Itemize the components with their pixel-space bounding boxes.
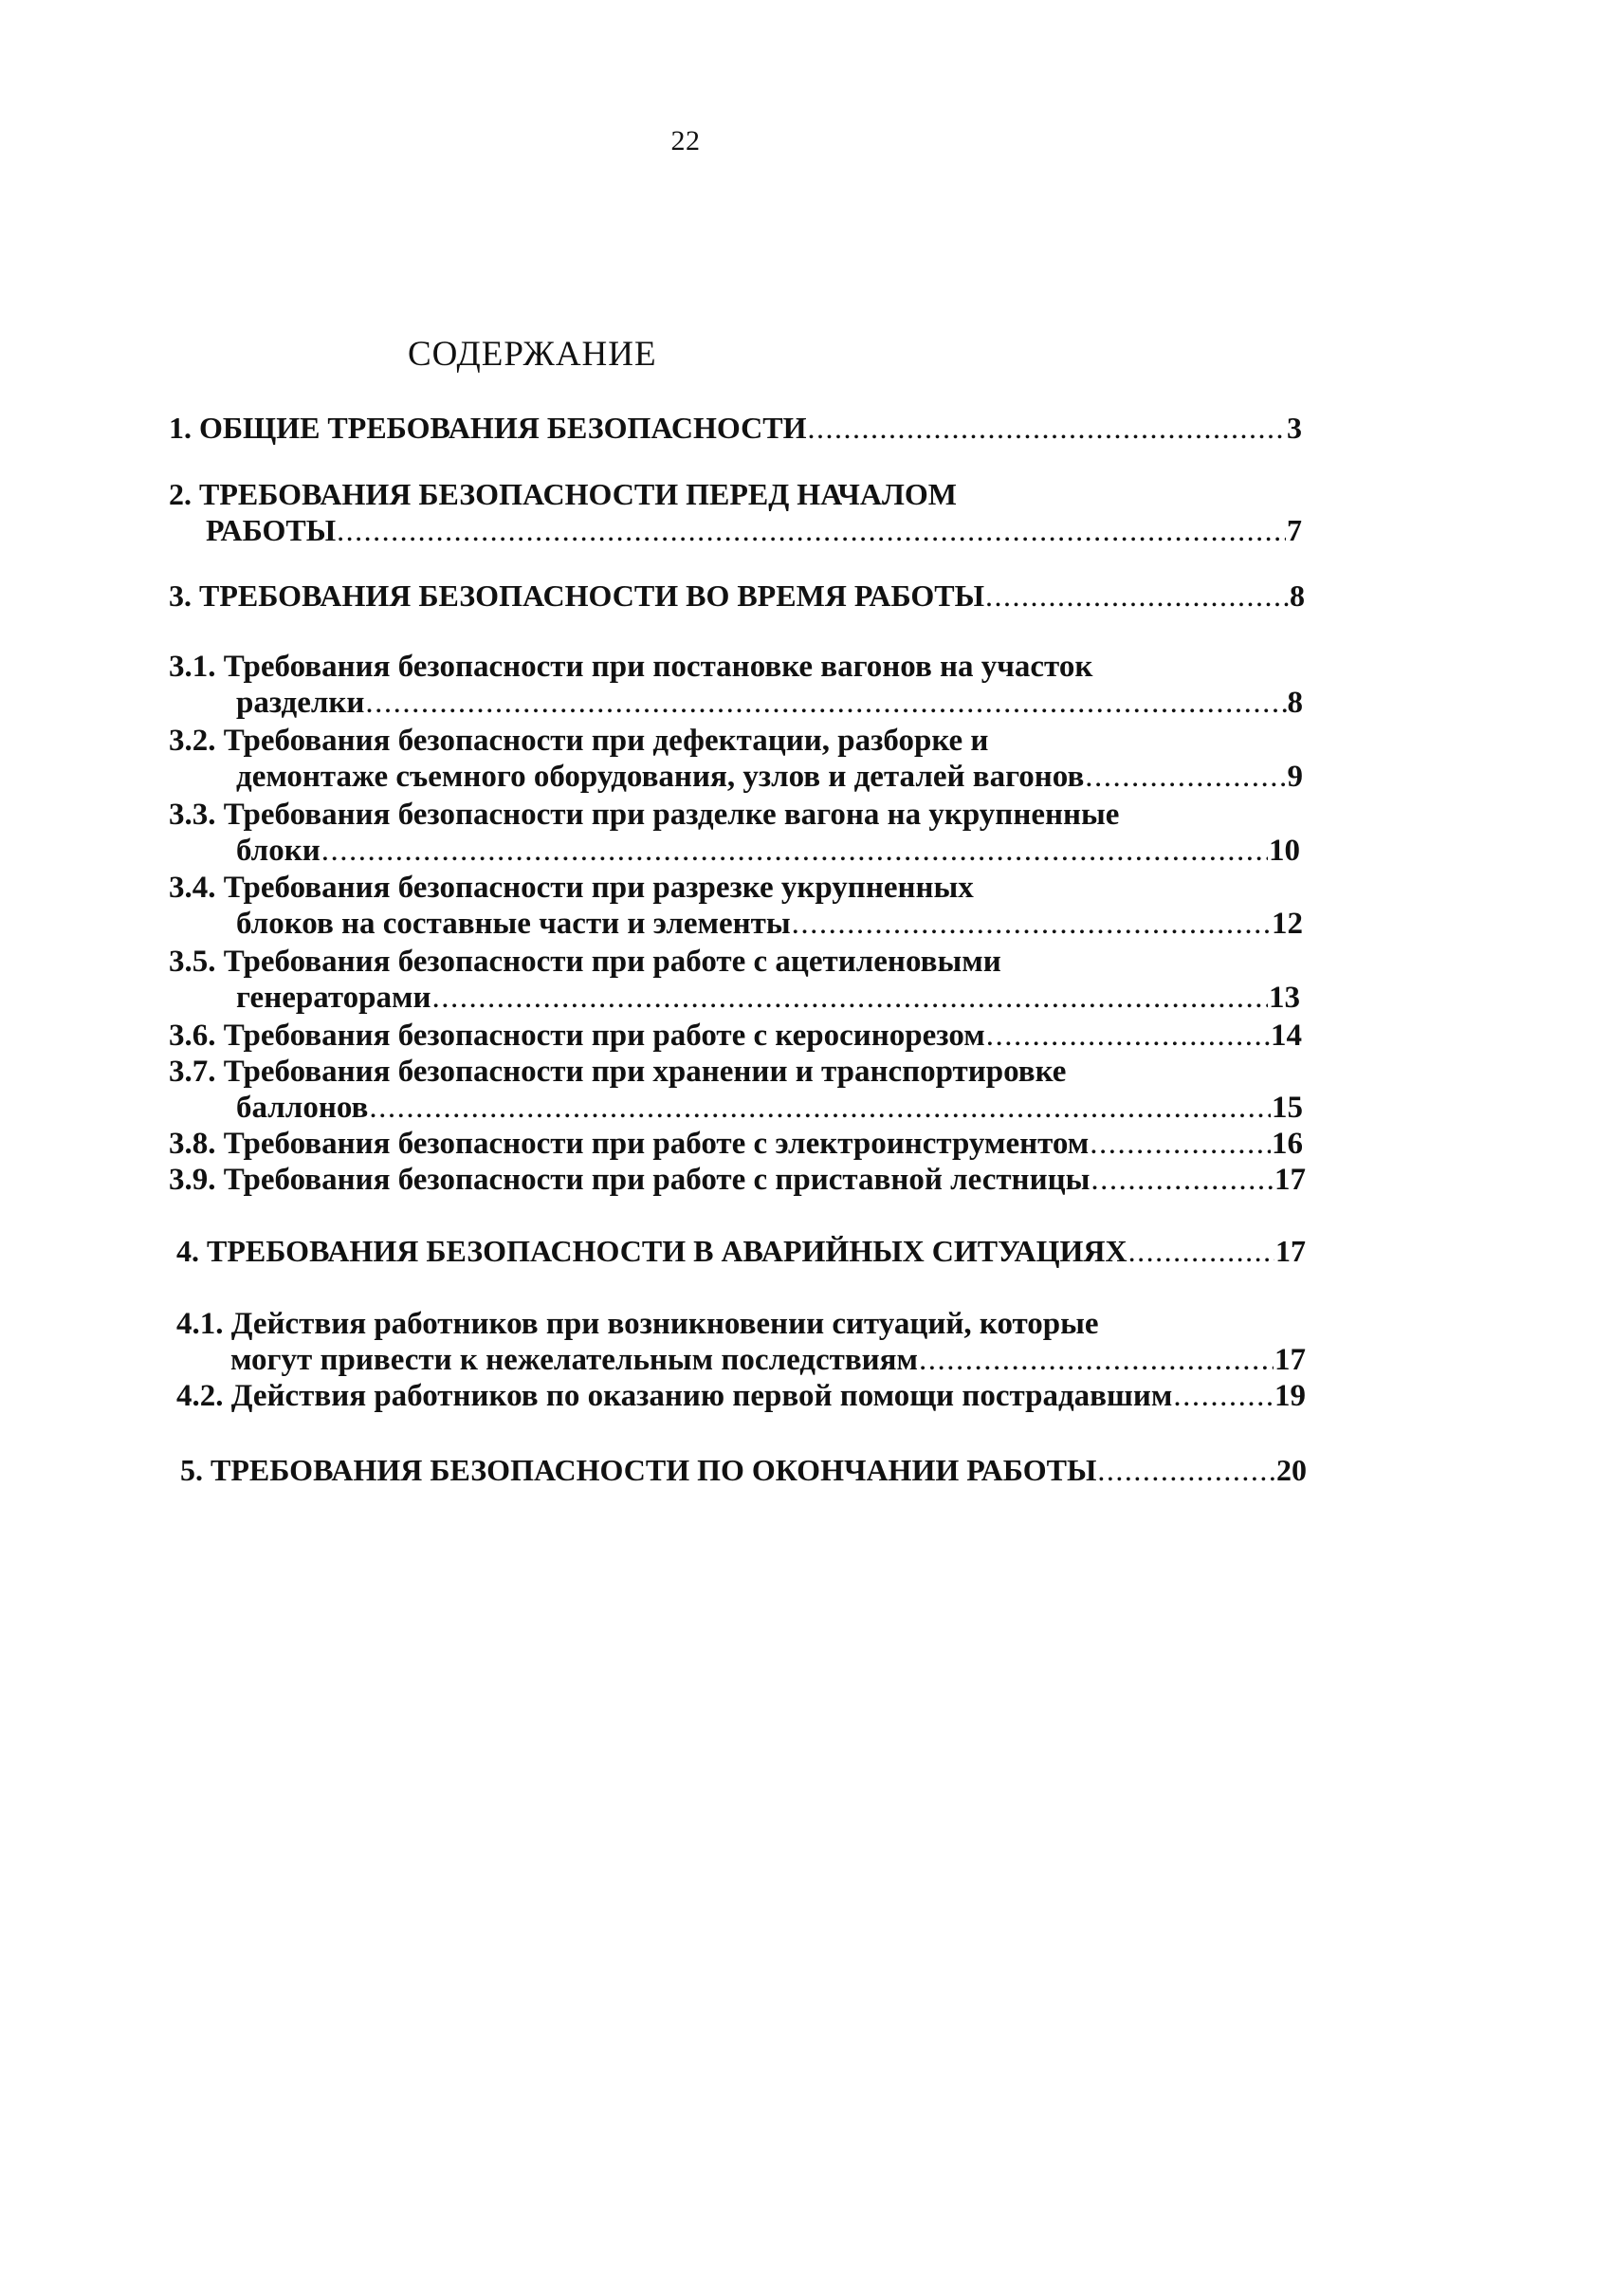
- toc-page-number: 20: [1276, 1453, 1307, 1487]
- toc-entry-text: 1. ОБЩИЕ ТРЕБОВАНИЯ БЕЗОПАСНОСТИ: [169, 411, 807, 445]
- toc-entry-text-cont: генераторами: [236, 981, 431, 1015]
- toc-entry-text: 4.2. Действия работников по оказанию первой помощи пострадавшим: [176, 1379, 1173, 1413]
- toc-entry-text-cont: разделки: [236, 686, 365, 720]
- toc-page-number: 8: [1287, 686, 1303, 720]
- toc-page-number: 9: [1287, 760, 1303, 794]
- toc-page-number: 7: [1287, 513, 1302, 547]
- toc-page-number: 12: [1272, 907, 1303, 941]
- toc-entry-text: 4.1. Действия работников при возникновении ситуаций, которые: [176, 1307, 1099, 1341]
- toc-page-number: 17: [1275, 1234, 1306, 1268]
- toc-entry-text: 3.3. Требования безопасности при разделке вагона на укрупненные: [169, 798, 1120, 832]
- toc-page-number: 16: [1272, 1127, 1303, 1161]
- toc-entry-text-cont: блоков на составные части и элементы: [236, 907, 791, 941]
- toc-entry-text: 3.9. Требования безопасности при работе с приставной лестницы: [169, 1163, 1091, 1197]
- toc-entry-text-cont: демонтаже съемного оборудования, узлов и деталей вагонов: [236, 760, 1085, 794]
- leader-dots: [431, 980, 1268, 1016]
- toc-entry-text: 4. ТРЕБОВАНИЯ БЕЗОПАСНОСТИ В АВАРИЙНЫХ СИТУАЦИЯХ: [176, 1234, 1127, 1268]
- leader-dots: [321, 833, 1268, 869]
- toc-page-number: 14: [1271, 1019, 1302, 1053]
- toc-page-number: 3: [1287, 411, 1302, 445]
- toc-page-number: 15: [1272, 1091, 1303, 1125]
- leader-dots: [1091, 1162, 1274, 1198]
- leader-dots: [792, 906, 1271, 942]
- leader-dots: [1097, 1452, 1275, 1488]
- toc-page-number: 13: [1269, 981, 1300, 1015]
- toc-entry-text: 5. ТРЕБОВАНИЯ БЕЗОПАСНОСТИ ПО ОКОНЧАНИИ РАБОТЫ: [180, 1453, 1097, 1487]
- toc-title: СОДЕРЖАНИЕ: [408, 335, 657, 374]
- toc-entry-text: 2. ТРЕБОВАНИЯ БЕЗОПАСНОСТИ ПЕРЕД НАЧАЛОМ: [169, 477, 957, 511]
- toc-entry-text: 3.8. Требования безопасности при работе с электроинструментом: [169, 1127, 1090, 1161]
- toc-entry-text-cont: могут привести к нежелательным последствиям: [230, 1343, 919, 1377]
- toc-entry-text-cont: РАБОТЫ: [206, 513, 337, 547]
- toc-entry-text: 3.2. Требования безопасности при дефектации, разборке и: [169, 724, 989, 758]
- leader-dots: [369, 1090, 1271, 1126]
- toc-entry-text: 3.4. Требования безопасности при разрезке укрупненных: [169, 871, 974, 905]
- toc-entry-text-cont: баллонов: [236, 1091, 369, 1125]
- toc-page-number: 8: [1290, 579, 1305, 613]
- toc-page-number: 19: [1274, 1379, 1306, 1413]
- leader-dots: [1128, 1233, 1274, 1269]
- toc-entry-text: 3.1. Требования безопасности при постановке вагонов на участок: [169, 650, 1093, 684]
- leader-dots: [985, 578, 1289, 614]
- leader-dots: [808, 410, 1286, 446]
- leader-dots: [1090, 1126, 1271, 1162]
- toc-entry-text: 3. ТРЕБОВАНИЯ БЕЗОПАСНОСТИ ВО ВРЕМЯ РАБОТЫ: [169, 579, 985, 613]
- leader-dots: [1173, 1378, 1274, 1414]
- leader-dots: [365, 685, 1286, 721]
- toc-entry-text: 3.5. Требования безопасности при работе с ацетиленовыми: [169, 945, 1001, 979]
- toc-entry-text-cont: блоки: [236, 834, 321, 868]
- toc-entry-text: 3.7. Требования безопасности при хранении и транспортировке: [169, 1055, 1067, 1089]
- toc-page-number: 17: [1274, 1343, 1306, 1377]
- leader-dots: [1085, 759, 1286, 795]
- leader-dots: [919, 1342, 1274, 1378]
- toc-page-number: 17: [1274, 1163, 1306, 1197]
- leader-dots: [986, 1018, 1270, 1054]
- leader-dots: [337, 512, 1286, 548]
- page-number: 22: [670, 125, 701, 156]
- toc-page-number: 10: [1269, 834, 1300, 868]
- toc-entry-text: 3.6. Требования безопасности при работе с керосинорезом: [169, 1019, 985, 1053]
